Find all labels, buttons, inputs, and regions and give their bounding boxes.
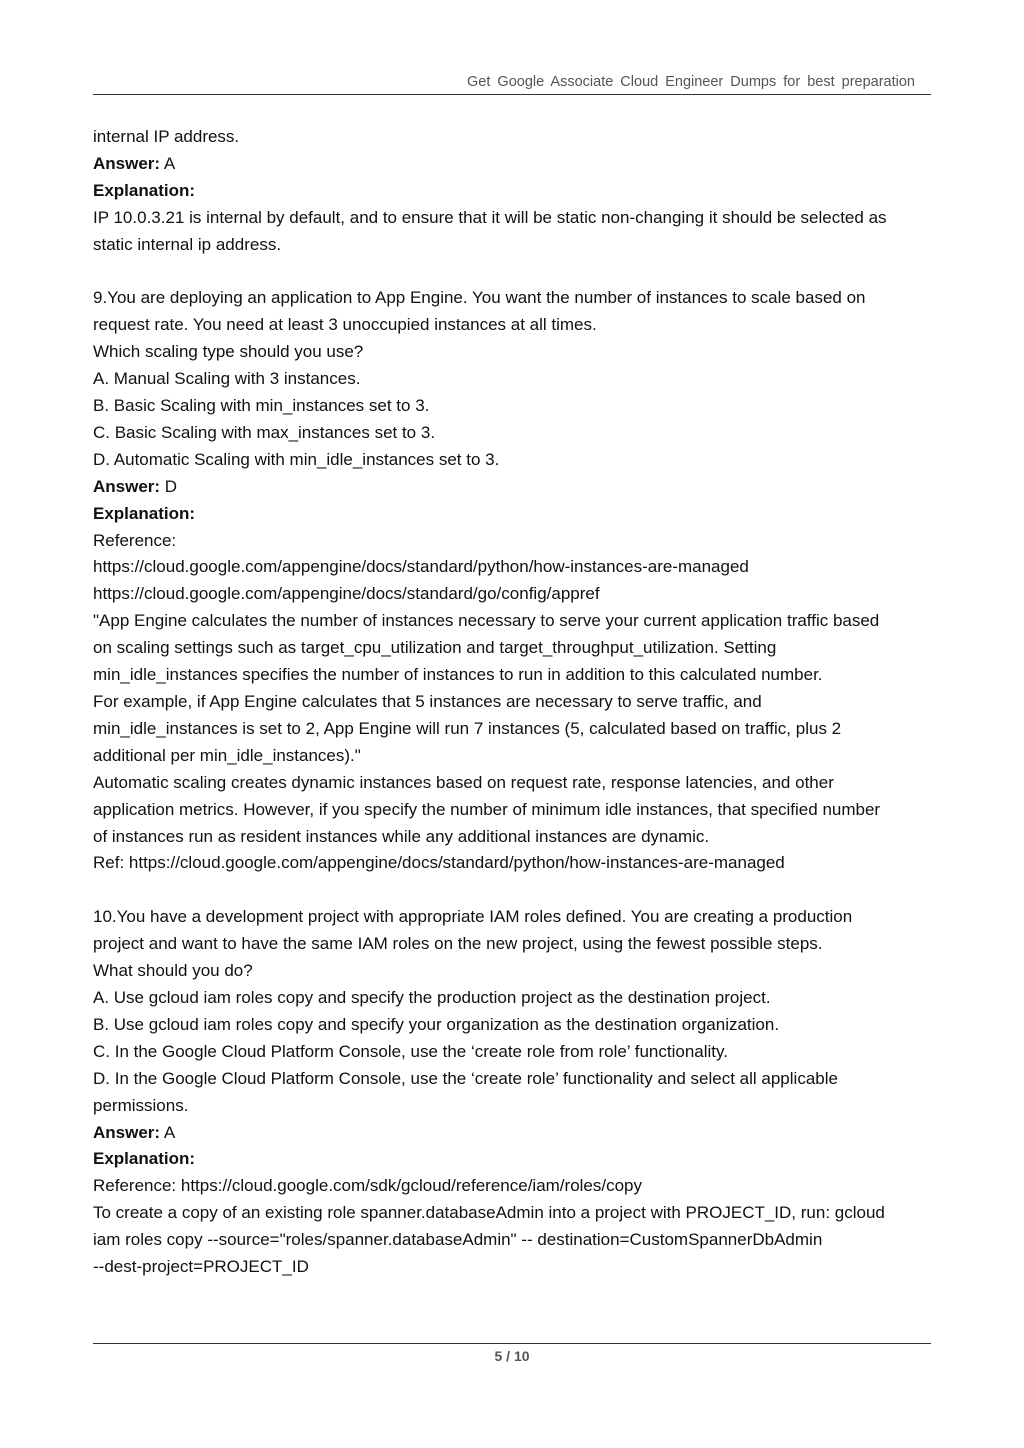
q8-tail-text: internal IP address. [93, 127, 240, 146]
q10-explanation-line: To create a copy of an existing role spanner.databaseAdmin into a project with PROJECT_ID, run: gcloud [93, 1203, 885, 1223]
q10-answer [93, 1120, 933, 1147]
page-footer [93, 1343, 931, 1364]
q10-option-d-continued: permissions. [93, 1095, 189, 1115]
q9-answer [93, 474, 933, 501]
q9-explanation-line: Reference: [93, 530, 177, 550]
q10-question-line: What should you do? [93, 961, 253, 981]
q10-question-line: 10.You have a development project with appropriate IAM roles defined. You are creating a production [93, 907, 853, 927]
page-number: 5 / 10 [494, 1348, 530, 1364]
q10-explanation-label: Explanation: [93, 1149, 196, 1169]
q10-question-line: project and want to have the same IAM roles on the new project, using the fewest possible steps. [93, 934, 823, 954]
q9-explanation-line: application metrics. However, if you specify the number of minimum idle instances, that specified number [93, 799, 881, 819]
q10-option-a: A. Use gcloud iam roles copy and specify the production project as the destination project. [93, 987, 771, 1007]
q8-answer-value: A [160, 153, 176, 173]
q9-explanation-line: additional per min_idle_instances)." [93, 745, 361, 765]
q9-option-c: C. Basic Scaling with max_instances set to 3. [93, 422, 436, 442]
q9-explanation-line: https://cloud.google.com/appengine/docs/standard/go/config/appref [93, 584, 600, 604]
q9-question-line: request rate. You need at least 3 unoccupied instances at all times. [93, 315, 597, 335]
header-title: Get Google Associate Cloud Engineer Dumps for best preparation [467, 74, 915, 90]
q8-answer [93, 151, 933, 178]
q9-explanation-line: min_idle_instances specifies the number of instances to run in addition to this calculated number. [93, 665, 823, 685]
q9-answer-label: Answer: [93, 476, 161, 496]
q10-option-c: C. In the Google Cloud Platform Console, use the ‘create role from role’ functionality. [93, 1041, 728, 1061]
q10-option-d: D. In the Google Cloud Platform Console, use the ‘create role’ functionality and select all applicable [93, 1068, 838, 1088]
q9-explanation-label: Explanation: [93, 503, 196, 523]
q10-answer-value: A [160, 1122, 176, 1142]
q9-explanation-line: Ref: https://cloud.google.com/appengine/docs/standard/python/how-instances-are-managed [93, 853, 785, 873]
q10-explanation-line: Reference: https://cloud.google.com/sdk/gcloud/reference/iam/roles/copy [93, 1176, 643, 1196]
q10-explanation-line: --dest-project=PROJECT_ID [93, 1257, 309, 1277]
q9-option-a: A. Manual Scaling with 3 instances. [93, 369, 361, 389]
q9-explanation-line: https://cloud.google.com/appengine/docs/standard/python/how-instances-are-managed [93, 557, 749, 577]
q9-question-line: Which scaling type should you use? [93, 342, 364, 362]
q9-explanation-line: For example, if App Engine calculates that 5 instances are necessary to serve traffic, and [93, 692, 762, 712]
page-content [93, 124, 933, 1281]
q10-option-b: B. Use gcloud iam roles copy and specify your organization as the destination organization. [93, 1014, 780, 1034]
q9-explanation-line: of instances run as resident instances while any additional instances are dynamic. [93, 826, 710, 846]
q9-answer-value: D [160, 476, 178, 496]
q8-explanation-line: static internal ip address. [93, 234, 282, 254]
q9-explanation-line: on scaling settings such as target_cpu_utilization and target_throughput_utilization. Setting [93, 638, 777, 658]
blank-line [93, 877, 933, 904]
q8-explanation-label: Explanation: [93, 180, 196, 200]
page-header [93, 72, 931, 95]
q9-question-line: 9.You are deploying an application to App Engine. You want the number of instances to scale based on [93, 288, 866, 308]
q8-answer-label: Answer: [93, 153, 161, 173]
blank-line [93, 259, 933, 286]
q8-explanation-line: IP 10.0.3.21 is internal by default, and to ensure that it will be static non-changing it should be selected as [93, 207, 887, 227]
q9-option-d: D. Automatic Scaling with min_idle_instances set to 3. [93, 449, 500, 469]
q9-explanation-line: "App Engine calculates the number of instances necessary to serve your current application traffic based [93, 611, 880, 631]
q9-explanation-line: min_idle_instances is set to 2, App Engine will run 7 instances (5, calculated based on traffic, plus 2 [93, 718, 842, 738]
q10-explanation-line: iam roles copy --source="roles/spanner.databaseAdmin" -- destination=CustomSpannerDbAdmin [93, 1230, 823, 1250]
q9-explanation-line: Automatic scaling creates dynamic instances based on request rate, response latencies, and other [93, 772, 834, 792]
q9-option-b: B. Basic Scaling with min_instances set to 3. [93, 396, 430, 416]
q10-answer-label: Answer: [93, 1122, 161, 1142]
